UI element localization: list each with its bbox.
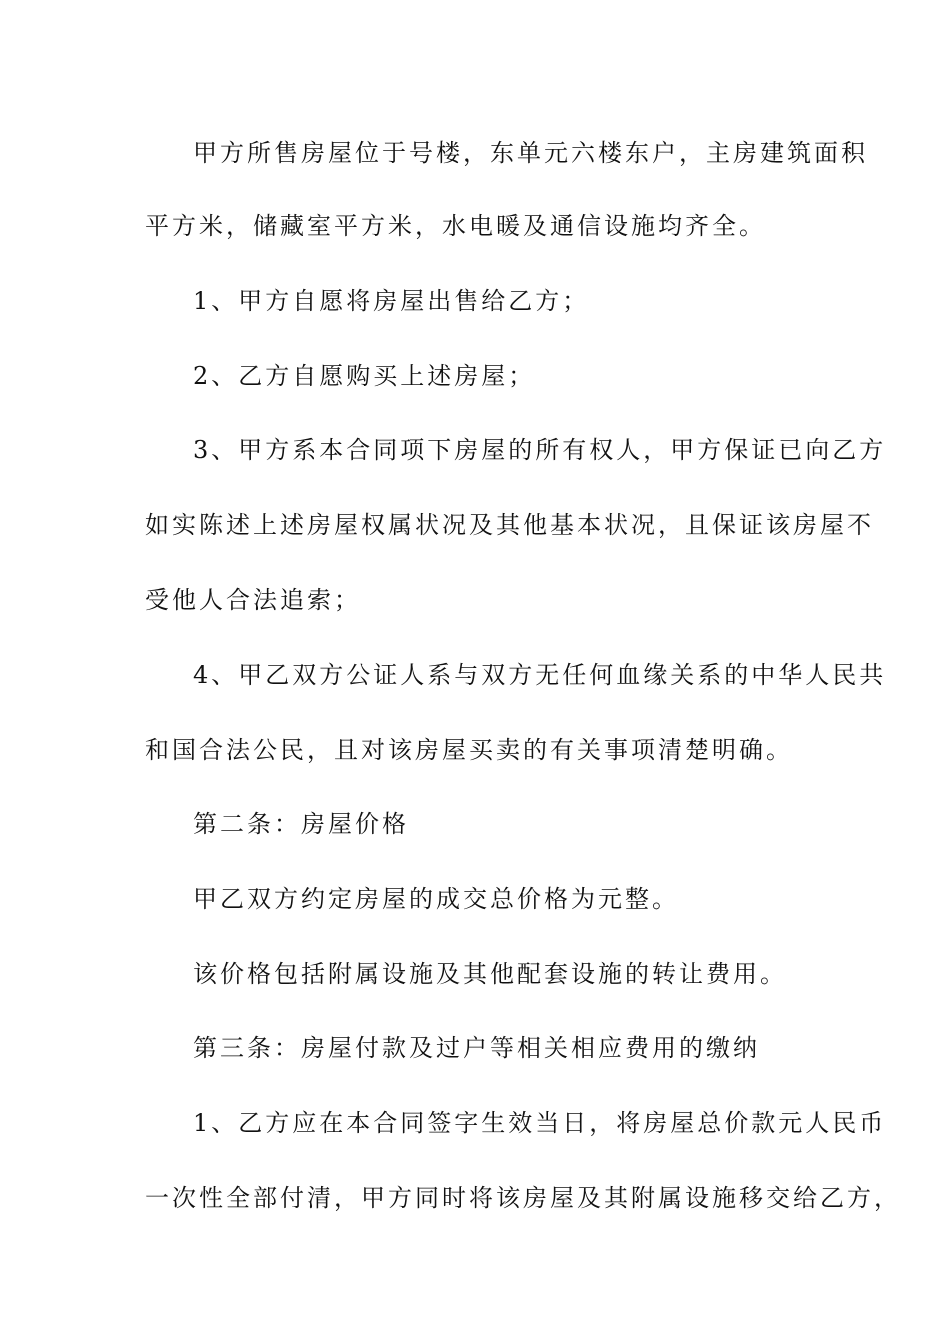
- paragraph-line: 一次性全部付清，甲方同时将该房屋及其附属设施移交给乙方，: [145, 1184, 901, 1212]
- paragraph-line: 3、甲方系本合同项下房屋的所有权人，甲方保证已向乙方: [193, 436, 887, 464]
- paragraph-line: 如实陈述上述房屋权属状况及其他基本状况，且保证该房屋不: [145, 511, 874, 539]
- paragraph-line: 1、甲方自愿将房屋出售给乙方；: [193, 287, 590, 315]
- paragraph-line: 平方米，储藏室平方米，水电暖及通信设施均齐全。: [145, 212, 766, 240]
- paragraph-line: 和国合法公民，且对该房屋买卖的有关事项清楚明确。: [145, 736, 793, 764]
- paragraph-line: 受他人合法追索；: [145, 586, 361, 614]
- paragraph-line: 甲乙双方约定房屋的成交总价格为元整。: [193, 885, 679, 913]
- section-heading: 第二条：房屋价格: [193, 810, 409, 838]
- paragraph-line: 该价格包括附属设施及其他配套设施的转让费用。: [193, 960, 787, 988]
- section-heading: 第三条：房屋付款及过户等相关相应费用的缴纳: [193, 1034, 760, 1062]
- paragraph-line: 2、乙方自愿购买上述房屋；: [193, 362, 536, 390]
- paragraph-line: 甲方所售房屋位于号楼，东单元六楼东户，主房建筑面积: [193, 139, 868, 167]
- paragraph-line: 1、乙方应在本合同签字生效当日，将房屋总价款元人民币: [193, 1109, 887, 1137]
- paragraph-line: 4、甲乙双方公证人系与双方无任何血缘关系的中华人民共: [193, 661, 887, 689]
